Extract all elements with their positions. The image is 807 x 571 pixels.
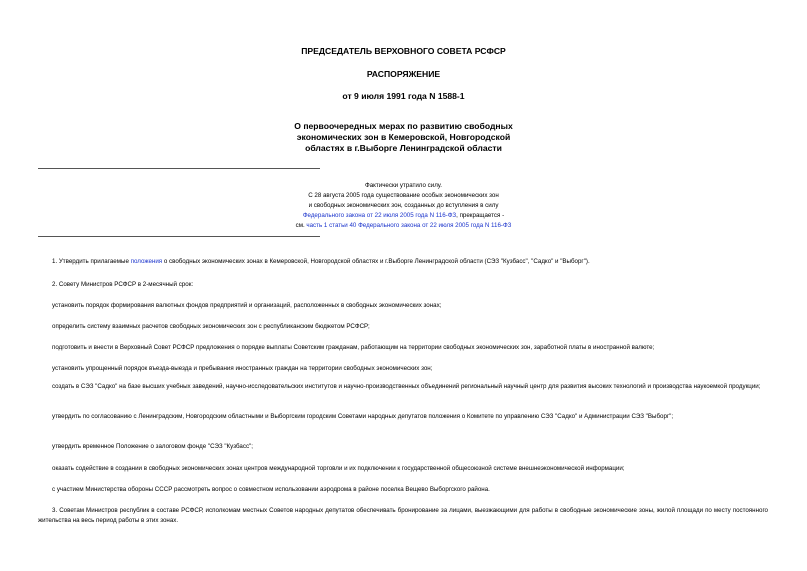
separator-top bbox=[38, 168, 320, 169]
federal-law-link[interactable]: Федерального закона от 22 июля 2005 года N 116-ФЗ bbox=[302, 212, 457, 219]
regulations-link[interactable]: положения bbox=[130, 258, 163, 265]
paragraph-item: с участием Министерства обороны СССР рассмотреть вопрос о совместном использовании аэродрома в районе поселка Вещево Выборгского района. bbox=[52, 486, 490, 493]
note-text: , прекращается - bbox=[456, 212, 505, 219]
document-title bbox=[220, 121, 587, 154]
title-line: О первоочередных мерах по развитию свободных bbox=[294, 121, 513, 131]
paragraph-item: определить систему взаимных расчетов свободных экономических зон с республиканским бюджетом РСФСР; bbox=[52, 323, 370, 330]
date-number-heading: от 9 июля 1991 года N 1588-1 bbox=[342, 91, 465, 101]
paragraph-text: 1. Утвердить прилагаемые bbox=[52, 258, 131, 265]
document-type-heading: РАСПОРЯЖЕНИЕ bbox=[366, 69, 441, 79]
paragraph-item: создать в СЭЗ "Садко" на базе высших учебных заведений, научно-исследовательских институтов и научно-производственных объединений региональный научный центр для развития высоких технологий и производства наукоемкой продукции; bbox=[52, 383, 761, 390]
paragraph-item: установить порядок формирования валютных фондов предприятий и организаций, расположенных в свободных экономических зонах; bbox=[52, 302, 442, 309]
paragraph-item: подготовить и внести в Верховный Совет РСФСР предложения о порядке выплаты Советским гражданам, работающим на территории свободных экономических зон, заработной платы в иностранной валюте; bbox=[52, 344, 655, 351]
paragraph-item: установить упрощенный порядок въезда-выезда и пребывания иностранных граждан на территории свободных экономических зон; bbox=[52, 365, 433, 372]
paragraph-item: утвердить по согласованию с Ленинградским, Новгородским областными и Выборгским городским Советами народных депутатов положения о Комитете по управлению СЭЗ "Садко" и Администрации СЭЗ "Выборг"; bbox=[52, 413, 674, 420]
paragraph-2: 2. Совету Министров РСФСР в 2-месячный срок: bbox=[52, 281, 194, 288]
separator-bottom bbox=[38, 236, 320, 237]
paragraph-1 bbox=[38, 257, 768, 267]
note-line bbox=[200, 221, 607, 231]
note-line: Фактически утратило силу. bbox=[364, 182, 442, 189]
article-40-link[interactable]: часть 1 статьи 40 Федерального закона от 22 июля 2005 года N 116-ФЗ bbox=[306, 222, 512, 229]
status-note bbox=[200, 181, 607, 231]
paragraph-text: о свободных экономических зонах в Кемеровской, Новгородской областях и г.Выборге Ленинградской области (СЭЗ "Кузбасс", "Садко" и "Выборг"). bbox=[162, 258, 590, 265]
paragraph-item: утвердить временное Положение о залоговом фонде "СЭЗ "Кузбасс"; bbox=[52, 443, 253, 450]
title-line: областях в г.Выборге Ленинградской области bbox=[305, 143, 502, 153]
note-text: см. bbox=[295, 222, 307, 229]
issuer-heading: ПРЕДСЕДАТЕЛЬ ВЕРХОВНОГО СОВЕТА РСФСР bbox=[301, 46, 506, 56]
paragraph-item: оказать содействие в создании в свободных экономических зонах центров международной торговли и их подключении к государственной общесоюзной системе внешнеэкономической информации; bbox=[52, 465, 625, 472]
title-line: экономических зон в Кемеровской, Новгородской bbox=[296, 132, 511, 142]
note-line: и свободных экономических зон, созданных до вступления в силу bbox=[308, 202, 499, 209]
paragraph-3: 3. Советам Министров республик в составе РСФСР, исполкомам местных Советов народных депутатов обеспечивать бронирование за лицами, выезжающими для работы в свободные экономические зоны, жилой площади по месту постоянного жительства на весь период работы в этих зонах. bbox=[38, 507, 768, 524]
note-line bbox=[200, 211, 607, 221]
note-line: С 28 августа 2005 года существование особых экономических зон bbox=[308, 192, 499, 199]
